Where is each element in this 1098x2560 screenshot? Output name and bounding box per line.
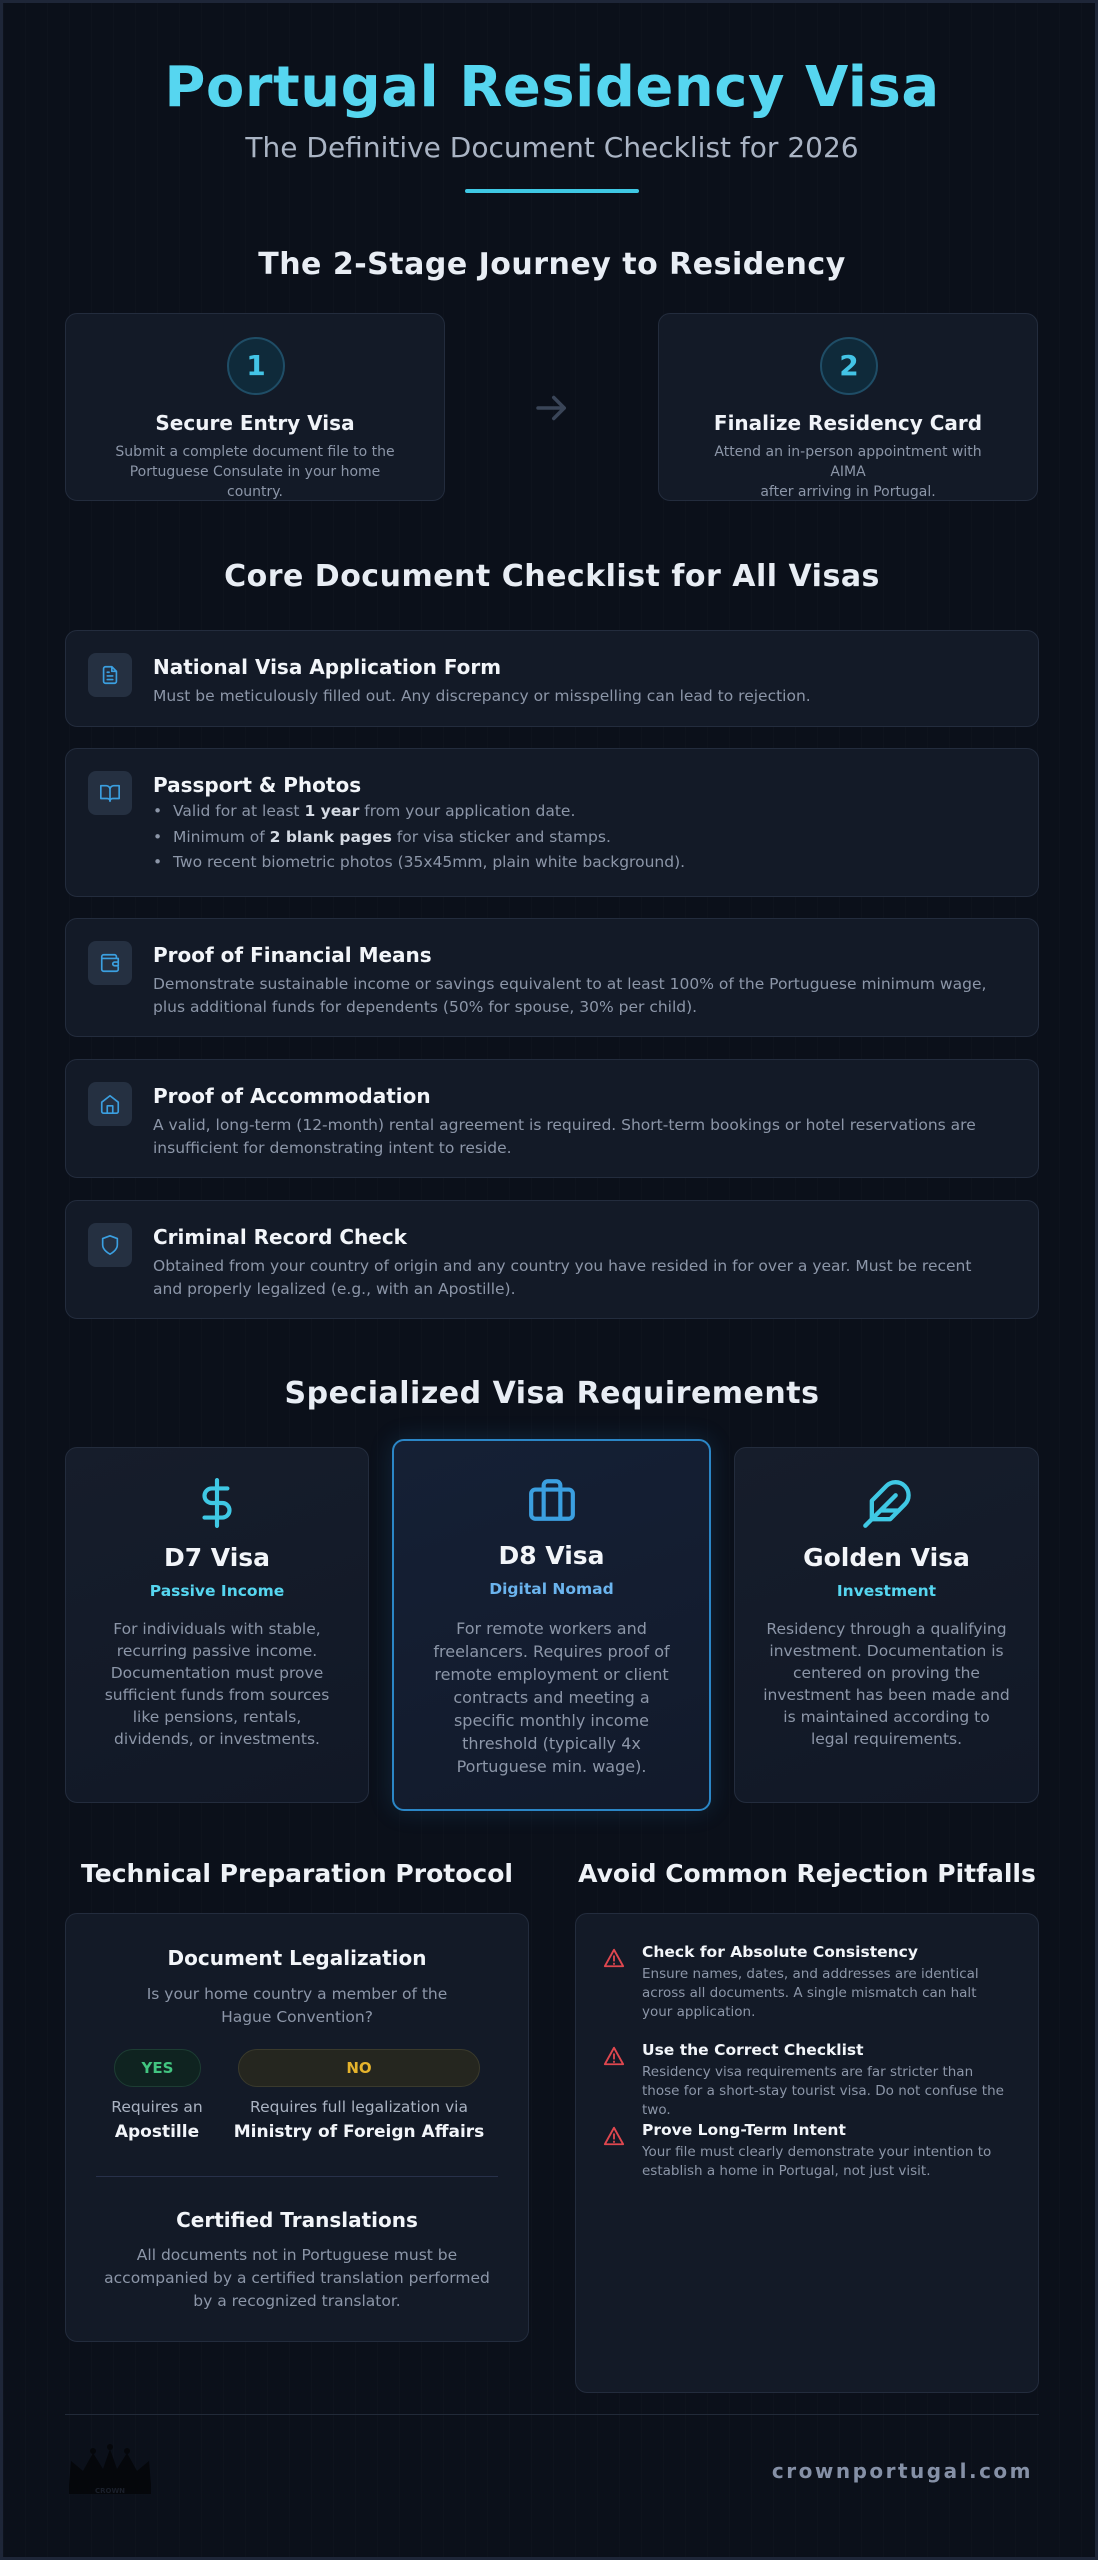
pitfall-title: Prove Long-Term Intent: [642, 2121, 846, 2139]
list-item: • Minimum of 2 blank pages for visa sticker and stamps.: [153, 825, 998, 851]
arrow-right-icon: [531, 387, 573, 429]
checklist-item-desc: Demonstrate sustainable income or savings equivalent to at least 100% of the Portuguese minimum wage, plus additional funds for dependents (50% for spouse, 30% per child).: [153, 975, 987, 1016]
visas-section-title: Specialized Visa Requirements: [284, 1376, 820, 1411]
visa-desc: Residency through a qualifying investment. Documentation is centered on proving the investment has been made and is maintained according to legal requirements.: [763, 1620, 1010, 1748]
pitfalls-section-title: Avoid Common Rejection Pitfalls: [578, 1859, 1036, 1888]
warning-icon: [603, 2045, 625, 2067]
visa-name: D7 Visa: [163, 1543, 271, 1572]
warning-icon: [603, 2125, 625, 2147]
checklist-item-title: Criminal Record Check: [153, 1225, 407, 1249]
stage-desc-1: Submit a complete document file to the Portuguese Consulate in your home country.: [115, 444, 395, 500]
visa-name: D8 Visa: [498, 1541, 605, 1570]
passport-bullet-list: [153, 799, 998, 876]
checklist-section-title: Core Document Checklist for All Visas: [224, 559, 880, 594]
legalization-title: Document Legalization: [167, 1946, 427, 1970]
briefcase-icon: [394, 1475, 709, 1529]
checklist-item-accommodation: [65, 1059, 1039, 1178]
hague-question: Is your home country a member of the Hague Convention?: [146, 1985, 448, 2026]
home-icon: [88, 1082, 132, 1126]
feather-icon: [735, 1478, 1038, 1534]
checklist-item-criminal-record: [65, 1200, 1039, 1319]
stage-number-1: 1: [227, 337, 285, 395]
stage-title-1: Secure Entry Visa: [155, 411, 355, 435]
checklist-item-title: Proof of Financial Means: [153, 943, 432, 967]
visa-card-d8: [392, 1439, 711, 1811]
checklist-item-financial: [65, 918, 1039, 1037]
page-subtitle: The Definitive Document Checklist for 2026: [245, 131, 859, 164]
journey-section-title: The 2-Stage Journey to Residency: [258, 247, 846, 282]
checklist-item-desc: Must be meticulously filled out. Any discrepancy or misspelling can lead to rejection.: [153, 687, 811, 705]
visa-desc: For remote workers and freelancers. Requires proof of remote employment or client contracts and meeting a specific monthly income threshold (typically 4x Portuguese min. wage).: [433, 1619, 670, 1776]
no-requirement-label: Requires full legalization via: [250, 2098, 468, 2116]
pitfall-desc: Residency visa requirements are far stricter than those for a short-stay tourist visa. Do not confuse the two.: [642, 2064, 1004, 2118]
stage-card-2: [658, 313, 1038, 501]
list-item: • Two recent biometric photos (35x45mm, plain white background).: [153, 850, 998, 876]
visa-card-d7: [65, 1447, 369, 1803]
pitfall-title: Use the Correct Checklist: [642, 2041, 864, 2059]
translations-desc: All documents not in Portuguese must be accompanied by a certified translation performed by a recognized translator.: [104, 2246, 490, 2310]
checklist-item-title: Proof of Accommodation: [153, 1084, 431, 1108]
yes-pill: YES: [114, 2049, 201, 2087]
pitfalls-card: [575, 1913, 1039, 2393]
translations-title: Certified Translations: [176, 2208, 418, 2232]
checklist-item-desc: Obtained from your country of origin and any country you have resided in for over a year. Must be recent and properly legalized (e.g., with an Apostille).: [153, 1257, 972, 1298]
crown-logo: [65, 2441, 155, 2497]
no-pill: NO: [238, 2049, 480, 2087]
svg-text:CROWN: CROWN: [94, 2487, 126, 2495]
checklist-item-title: National Visa Application Form: [153, 655, 502, 679]
no-requirement-value: Ministry of Foreign Affairs: [233, 2122, 485, 2142]
page-title: Portugal Residency Visa: [164, 55, 940, 120]
visa-card-golden: [734, 1447, 1039, 1803]
checklist-item-passport: [65, 748, 1039, 897]
visa-tag: Digital Nomad: [489, 1580, 614, 1598]
stage-title-2: Finalize Residency Card: [713, 411, 983, 435]
dollar-icon: [66, 1476, 368, 1534]
document-icon: [88, 653, 132, 697]
stage-desc-2: Attend an in-person appointment with AIMA after arriving in Portugal.: [714, 444, 982, 500]
visa-name: Golden Visa: [803, 1543, 970, 1572]
footer-divider: [65, 2414, 1039, 2415]
shield-icon: [88, 1223, 132, 1267]
title-underline: [465, 189, 639, 193]
checklist-item-title: Passport & Photos: [153, 773, 362, 797]
protocol-card: [65, 1913, 529, 2342]
visa-tag: Investment: [836, 1582, 937, 1600]
pitfall-desc: Your file must clearly demonstrate your intention to establish a home in Portugal, not just visit.: [642, 2144, 992, 2179]
stage-card-1: [65, 313, 445, 501]
yes-requirement-label: Requires an: [111, 2098, 203, 2116]
wallet-icon: [88, 941, 132, 985]
pitfall-title: Check for Absolute Consistency: [642, 1943, 918, 1961]
book-icon: [88, 771, 132, 815]
checklist-item-desc: A valid, long-term (12-month) rental agreement is required. Short-term bookings or hotel reservations are insufficient for demonstrating intent to reside.: [153, 1116, 976, 1157]
list-item: • Valid for at least 1 year from your application date.: [153, 799, 998, 825]
visa-desc: For individuals with stable, recurring passive income. Documentation must prove sufficient funds from sources like pensions, rentals, dividends, or investments.: [104, 1620, 330, 1748]
protocol-section-title: Technical Preparation Protocol: [81, 1859, 513, 1888]
pitfall-desc: Ensure names, dates, and addresses are identical across all documents. A single mismatch can halt your application.: [642, 1966, 979, 2020]
visa-tag: Passive Income: [149, 1582, 285, 1600]
checklist-item-application-form: [65, 630, 1039, 727]
footer-url-link[interactable]: crownportugal.com: [771, 2459, 1033, 2483]
warning-icon: [603, 1947, 625, 1969]
divider: [96, 2176, 498, 2177]
yes-requirement-value: Apostille: [114, 2122, 200, 2142]
stage-number-2: 2: [820, 337, 878, 395]
